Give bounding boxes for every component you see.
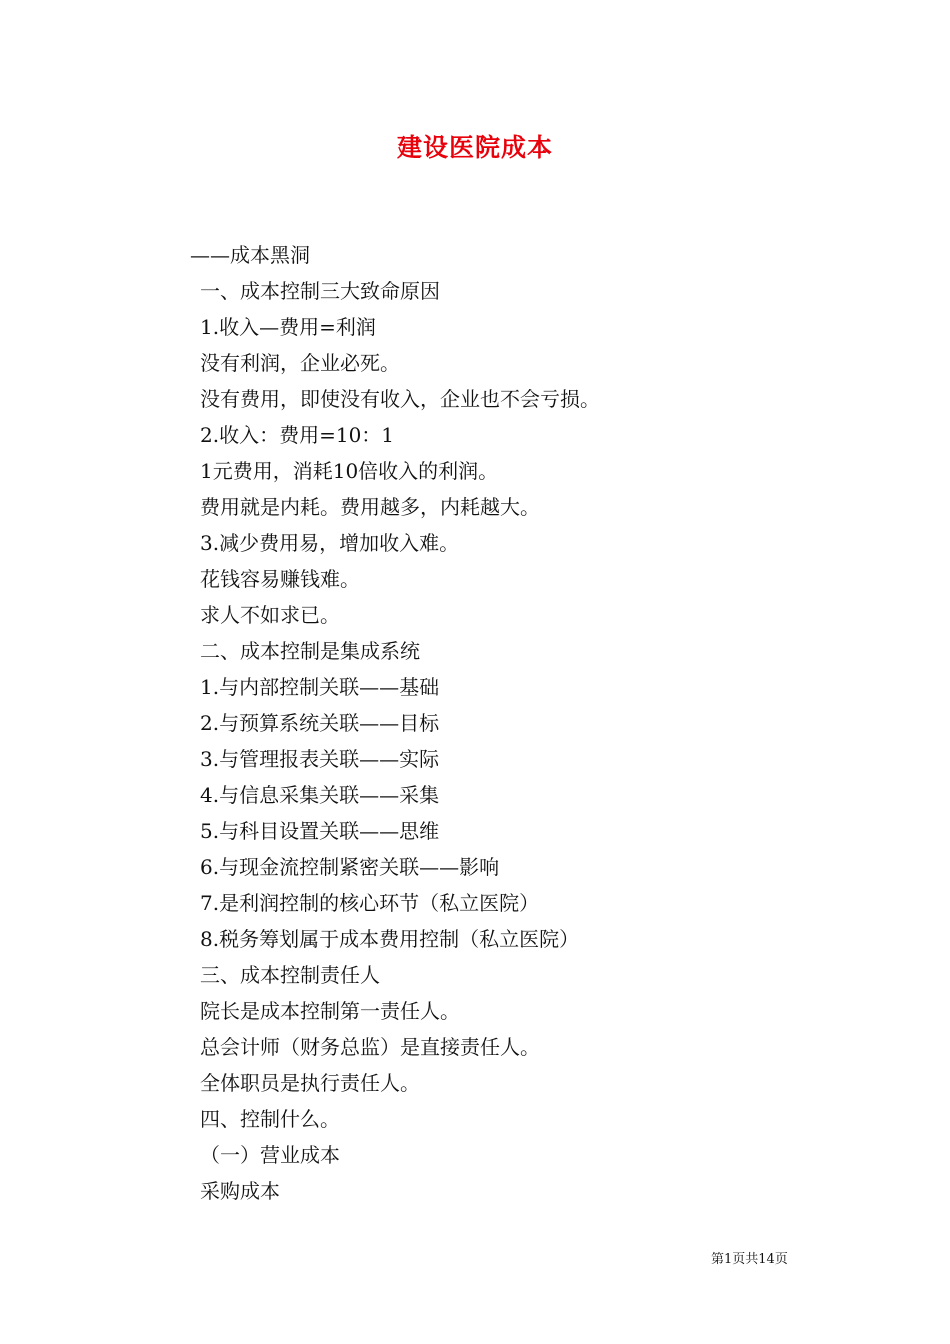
body-line: 全体职员是执行责任人。 <box>200 1071 420 1095</box>
body-line: 1元费用，消耗10倍收入的利润。 <box>200 459 499 483</box>
body-line: 8.税务筹划属于成本费用控制（私立医院） <box>200 927 580 951</box>
body-line: 2.与预算系统关联——目标 <box>200 711 440 735</box>
body-line: 二、成本控制是集成系统 <box>200 639 420 663</box>
body-line: 没有费用，即使没有收入，企业也不会亏损。 <box>200 387 600 411</box>
body-line: 3.与管理报表关联——实际 <box>200 747 440 771</box>
body-line: 4.与信息采集关联——采集 <box>200 783 440 807</box>
body-line: （一）营业成本 <box>200 1143 340 1167</box>
body-line: 1.收入—费用=利润 <box>200 315 376 339</box>
body-line: 三、成本控制责任人 <box>200 963 380 987</box>
body-line: 1.与内部控制关联——基础 <box>200 675 440 699</box>
document-title: 建设医院成本 <box>396 133 553 162</box>
body-line: 一、成本控制三大致命原因 <box>200 279 440 303</box>
body-line: 四、控制什么。 <box>200 1107 340 1131</box>
body-line: 2.收入：费用=10：1 <box>200 423 395 447</box>
document-body <box>200 277 600 1213</box>
page-number-footer: 第1页共14页 <box>711 1252 788 1267</box>
body-line: 5.与科目设置关联——思维 <box>200 819 440 843</box>
body-line: 总会计师（财务总监）是直接责任人。 <box>200 1035 540 1059</box>
document-subtitle: ——成本黑洞 <box>190 243 310 267</box>
body-line: 没有利润，企业必死。 <box>200 351 400 375</box>
body-line: 采购成本 <box>200 1179 280 1203</box>
body-line: 求人不如求已。 <box>200 603 340 627</box>
body-line: 7.是利润控制的核心环节（私立医院） <box>200 891 540 915</box>
body-line: 院长是成本控制第一责任人。 <box>200 999 460 1023</box>
body-line: 花钱容易赚钱难。 <box>200 567 360 591</box>
body-line: 费用就是内耗。费用越多，内耗越大。 <box>200 495 540 519</box>
body-line: 6.与现金流控制紧密关联——影响 <box>200 855 500 879</box>
body-line: 3.减少费用易，增加收入难。 <box>200 531 460 555</box>
